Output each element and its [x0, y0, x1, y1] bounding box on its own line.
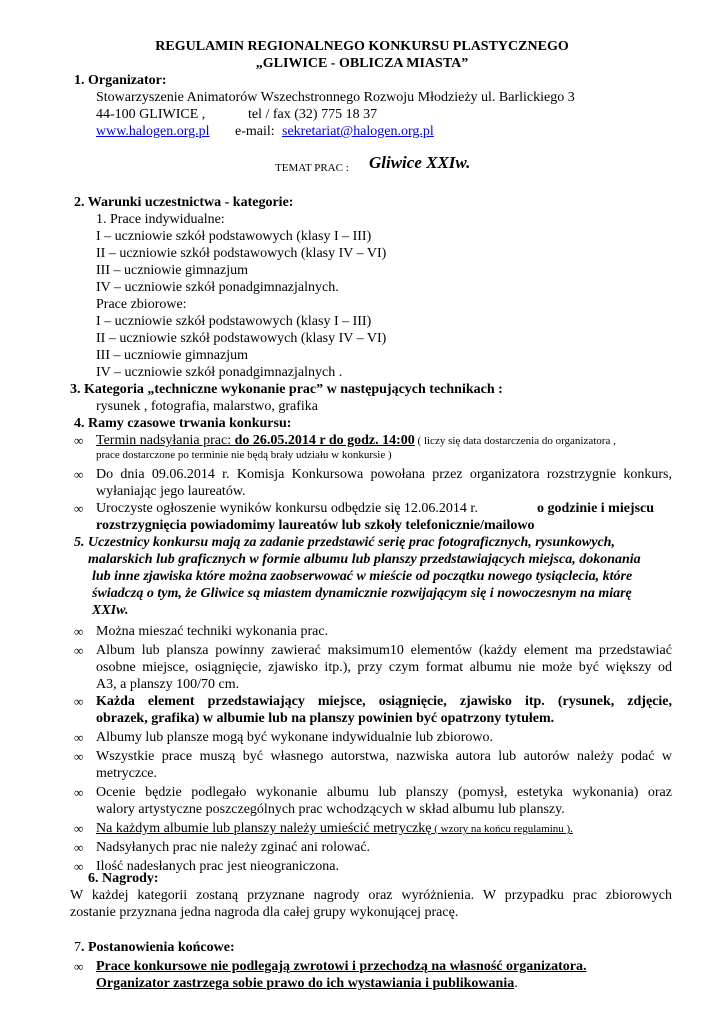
- infinity-bullet-icon: ∞: [74, 433, 84, 448]
- theme-value: Gliwice XXIw.: [369, 153, 471, 172]
- infinity-bullet-icon: ∞: [74, 730, 84, 745]
- section7-heading: [74, 939, 235, 956]
- announcement-line: Uroczyste ogłoszenie wyników konkursu odbędzie się 12.06.2014 r.: [96, 501, 478, 516]
- infinity-bullet-icon: ∞: [74, 643, 84, 658]
- individual-category: III – uczniowie gimnazjum: [96, 263, 249, 278]
- deadline-date: do 26.05.2014 r do godz. 14:00: [234, 433, 415, 448]
- section6-heading: 6. Nagrody:: [88, 871, 159, 886]
- organizer-name: Stowarzyszenie Animatorów Wszechstronnego Rozwoju Młodzieży ul. Barlickiego 3: [96, 90, 575, 105]
- final-provision: Prace konkursowe nie podlegają zwrotowi i przechodzą na własność organizatora.: [96, 959, 587, 974]
- rule-item: obrazek, grafika) w albumie lub na planszy powinien być opatrzony tytułem.: [96, 711, 555, 726]
- infinity-bullet-icon: ∞: [74, 821, 84, 836]
- rule-item: Można mieszać techniki wykonania prac.: [96, 624, 329, 639]
- rule-item: A3, a planszy 100/70 cm.: [96, 677, 240, 692]
- section4-heading: 4. Ramy czasowe trwania konkursu:: [74, 416, 292, 431]
- section5-text: malarskich lub graficznych w formie albumu lub planszy przedstawiających miejsca, dokonania: [88, 552, 641, 567]
- individual-category: II – uczniowie szkół podstawowych (klasy IV – VI): [96, 246, 387, 261]
- section7-number: 7: [74, 940, 81, 955]
- infinity-bullet-icon: ∞: [74, 859, 84, 874]
- section5-text: 5. Uczestnicy konkursu mają za zadanie przedstawić serię prac fotograficznych, rysunkowych,: [74, 535, 615, 550]
- announcement-line-bold: o godzinie i miejscu: [537, 501, 655, 516]
- group-category: II – uczniowie szkół podstawowych (klasy IV – VI): [96, 331, 387, 346]
- individual-category: IV – uczniowie szkół ponadgimnazjalnych.: [96, 280, 339, 295]
- metryczka-rule: Na każdym albumie lub planszy należy umieścić metryczkę: [96, 821, 432, 836]
- individual-category: I – uczniowie szkół podstawowych (klasy I – III): [96, 229, 372, 244]
- organizer-email-link[interactable]: sekretariat@halogen.org.pl: [282, 124, 434, 139]
- group-label: Prace zbiorowe:: [96, 297, 187, 312]
- prizes-text: W każdej kategorii zostaną przyznane nagrody oraz wyróżnienia. W przypadku prac zbiorowych: [70, 888, 672, 903]
- organizer-email-label: e-mail:: [235, 124, 275, 139]
- document-title: REGULAMIN REGIONALNEGO KONKURSU PLASTYCZNEGO: [155, 39, 569, 54]
- group-category: III – uczniowie gimnazjum: [96, 348, 249, 363]
- section5-text: lub inne zjawiska które można zaobserwować w mieście od początku nowego tysiąclecia, które: [92, 569, 633, 584]
- deadline-note: ( liczy się data dostarczenia do organizatora ,: [414, 435, 616, 447]
- prizes-text: zostanie przyznana jedna nagroda dla całej grupy wykonującej pracę.: [70, 905, 459, 920]
- jury-line: Do dnia 09.06.2014 r. Komisja Konkursowa powołana przez organizatora rozstrzygnie konkurs,: [96, 467, 672, 482]
- deadline-prefix: Termin nadsyłania prac:: [96, 433, 235, 448]
- publication-rights: Organizator zastrzega sobie prawo do ich wystawiania i publikowania: [96, 976, 515, 991]
- group-category: I – uczniowie szkół podstawowych (klasy I – III): [96, 314, 372, 329]
- rule-item: Wszystkie prace muszą być własnego autorstwa, nazwiska autora lub autorów należy podać w: [96, 749, 672, 764]
- infinity-bullet-icon: ∞: [74, 840, 84, 855]
- final-provision: [96, 975, 518, 992]
- theme-label: TEMAT PRAC :: [275, 162, 349, 174]
- infinity-bullet-icon: ∞: [74, 467, 84, 482]
- rule-item: Albumy lub plansze mogą być wykonane indywidualnie lub zbiorowo.: [96, 730, 493, 745]
- rule-item: Nadsyłanych prac nie należy zginać ani rolować.: [96, 840, 371, 855]
- rule-item: [96, 820, 573, 838]
- section3-heading: 3. Kategoria „techniczne wykonanie prac” w następujących technikach :: [70, 382, 503, 397]
- organizer-phone: tel / fax (32) 775 18 37: [248, 107, 378, 122]
- infinity-bullet-icon: ∞: [74, 785, 84, 800]
- announcement-line: rozstrzygnięcia powiadomimy laureatów lub szkoły telefonicznie/mailowo: [96, 518, 535, 533]
- section2-heading: 2. Warunki uczestnictwa - kategorie:: [74, 195, 294, 210]
- section7-title: . Postanowienia końcowe:: [81, 940, 235, 955]
- rule-item: Ocenie będzie podlegało wykonanie albumu lub planszy (pomysł, estetyka wykonania) oraz: [96, 785, 672, 800]
- rule-item: Album lub plansza powinny zawierać maksimum10 elementów (każdy element ma przedstawiać: [96, 643, 672, 658]
- infinity-bullet-icon: ∞: [74, 749, 84, 764]
- organizer-website-link[interactable]: www.halogen.org.pl: [96, 124, 210, 139]
- individual-label: 1. Prace indywidualne:: [96, 212, 225, 227]
- organizer-heading: 1. Organizator:: [74, 73, 167, 88]
- section5-text: XXIw.: [92, 603, 129, 618]
- infinity-bullet-icon: ∞: [74, 959, 84, 974]
- final-period: .: [514, 976, 518, 991]
- rule-item: walory artystyczne poszczególnych prac wchodzących w skład albumu lub planszy.: [96, 802, 565, 817]
- group-category: IV – uczniowie szkół ponadgimnazjalnych .: [96, 365, 343, 380]
- organizer-city: 44-100 GLIWICE ,: [96, 107, 206, 122]
- rule-item: osobne miejsce, osiągnięcie, zjawisko itp.), przy czym format albumu nie może być większy od: [96, 660, 672, 675]
- jury-line: wyłaniając jego laureatów.: [96, 484, 246, 499]
- infinity-bullet-icon: ∞: [74, 624, 84, 639]
- infinity-bullet-icon: ∞: [74, 501, 84, 516]
- metryczka-note: ( wzory na końcu regulaminu ).: [431, 823, 573, 835]
- infinity-bullet-icon: ∞: [74, 694, 84, 709]
- rule-item: Każda element przedstawiający miejsce, osiągnięcie, zjawisko itp. (rysunek, zdjęcie,: [96, 694, 672, 709]
- section5-text: świadczą o tym, że Gliwice są miastem dynamicznie rozwijającym się i nowoczesnym na miarę: [92, 586, 632, 601]
- deadline-note-continued: prace dostarczone po terminie nie będą brały udziału w konkursie ): [96, 449, 392, 461]
- document-subtitle: „GLIWICE - OBLICZA MIASTA”: [255, 56, 469, 71]
- techniques-list: rysunek , fotografia, malarstwo, grafika: [96, 399, 318, 414]
- rule-item: metryczce.: [96, 766, 158, 781]
- rule-item: Ilość nadesłanych prac jest nieograniczona.: [96, 859, 339, 874]
